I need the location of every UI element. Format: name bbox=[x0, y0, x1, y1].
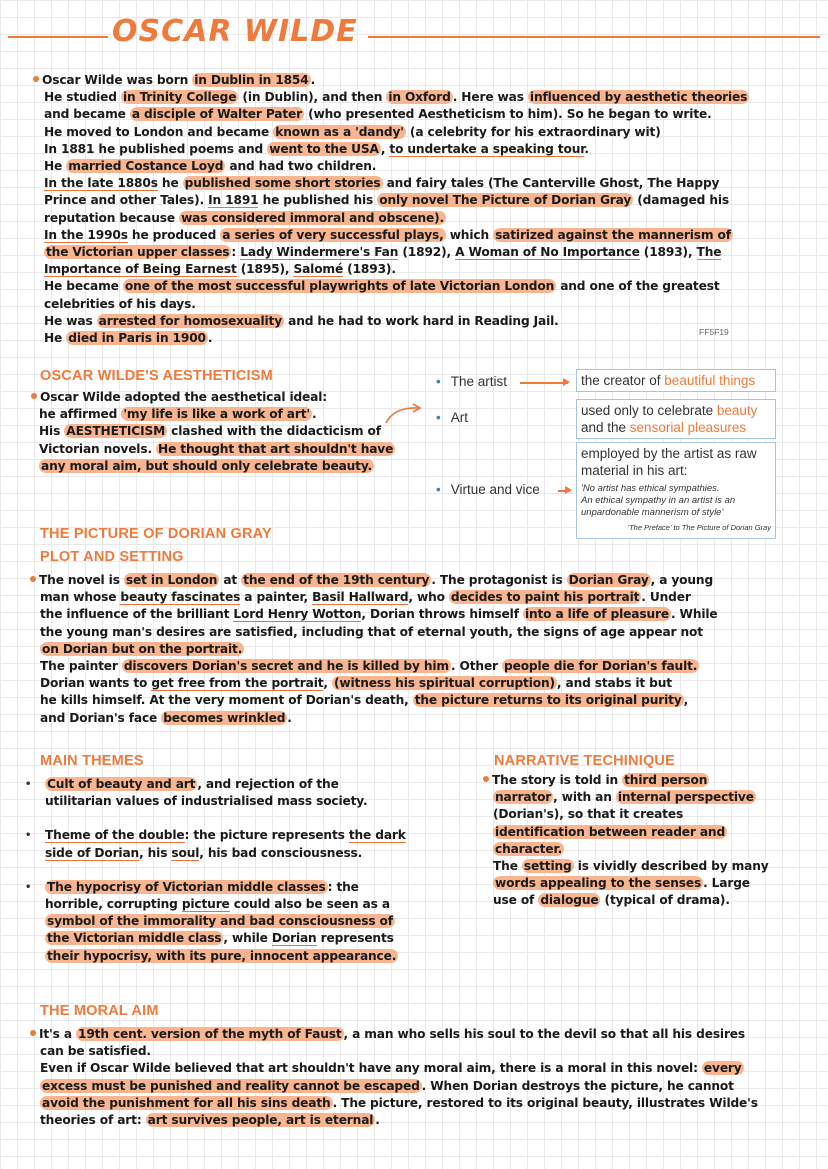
artist-box: the creator of beautiful things bbox=[576, 369, 776, 392]
bullet-dot-icon bbox=[33, 76, 39, 82]
narrative-line-1: The story is told in third person bbox=[483, 772, 808, 789]
bullet-icon: • bbox=[436, 482, 441, 497]
moral-line-6: theories of art: art survives people, art is eternal . bbox=[40, 1113, 380, 1128]
bullet-icon: • bbox=[436, 410, 441, 425]
theme-item-double: • Theme of the double: the picture represents the dark side of Dorian, his soul, his bad consciousness. bbox=[25, 828, 406, 860]
plot-line-8: he kills himself. At the very moment of Dorian's death, the picture returns to its original purity , bbox=[40, 693, 689, 708]
plot-heading: PLOT AND SETTING bbox=[40, 549, 184, 565]
bullet-icon: • bbox=[436, 374, 441, 389]
bio-line-2: He studied in Trinity College (in Dublin), and then in Oxford . Here was influenced by aesthetic theories bbox=[44, 90, 748, 105]
plot-section bbox=[30, 572, 820, 727]
preface-quote: 'No artist has ethical sympathies. An ethical sympathy in an artist is an unpardonable mannerism of style' bbox=[581, 483, 736, 518]
aesth-line-1: Oscar Wilde adopted the aesthetical ideal: bbox=[31, 389, 431, 406]
aestheticism-section bbox=[31, 389, 431, 475]
narrative-line-2: narrator , with an internal perspective bbox=[495, 790, 754, 805]
narrative-line-5: character. bbox=[495, 841, 563, 856]
narrative-line-3: (Dorian's), so that it creates bbox=[493, 807, 684, 822]
moral-line-2: can be satisfied. bbox=[40, 1044, 151, 1059]
moral-section bbox=[30, 1026, 820, 1129]
bio-line-6: He married Costance Loyd and had two children. bbox=[44, 159, 377, 174]
narrative-section bbox=[483, 772, 808, 910]
title-rule-right bbox=[368, 36, 820, 38]
bullet-dot-icon bbox=[30, 576, 36, 582]
moral-line-5: avoid the punishment for all his sins death . The picture, restored to its original beauty, illustrates Wilde's bbox=[42, 1095, 758, 1110]
moral-heading: THE MORAL AIM bbox=[40, 1003, 159, 1019]
aestheticism-heading: OSCAR WILDE'S AESTHETICISM bbox=[40, 368, 273, 384]
plot-line-3: the influence of the brilliant Lord Henry Wotton, Dorian throws himself into a life of pleasure . While bbox=[40, 607, 718, 622]
bio-line-14: celebrities of his days. bbox=[44, 296, 196, 311]
narrative-line-6: The setting is vividly described by many bbox=[493, 859, 769, 874]
diagram-vice-label: • Virtue and vice bbox=[436, 482, 540, 497]
bio-line-9: reputation because was considered immoral and obscene). bbox=[44, 210, 445, 225]
themes-heading: MAIN THEMES bbox=[40, 753, 144, 769]
narrative-line-8: use of dialogue (typical of drama). bbox=[493, 893, 730, 908]
bio-line-12: Importance of Being Earnest (1895), Salomé (1893). bbox=[44, 262, 396, 277]
plot-line-4: the young man's desires are satisfied, including that of eternal youth, the signs of age appear not bbox=[40, 624, 703, 639]
narrative-line-4: identification between reader and bbox=[495, 824, 726, 839]
bio-line-11: the Victorian upper classes : Lady Windermere's Fan (1892), A Woman of No Importance (1893), The bbox=[46, 245, 722, 260]
bio-line-15: He was arrested for homosexuality and he had to work hard in Reading Jail. bbox=[44, 313, 559, 328]
art-box: used only to celebrate beauty and the sensorial pleasures bbox=[576, 399, 776, 439]
diagram-artist-label: • The artist bbox=[436, 374, 508, 389]
diagram-art-label: • Art bbox=[436, 410, 468, 425]
theme-item-hypocrisy: • The hypocrisy of Victorian middle classes : the horrible, corrupting picture could also be seen as a symbol of the immorality and bad consciousness of the Victorian middle class , while Dorian represents their hypocrisy, with its pure, innocent appearance. bbox=[25, 879, 397, 963]
plot-line-6: The painter discovers Dorian's secret and he is killed by him . Other people die for Dorian's fault. bbox=[40, 659, 698, 674]
plot-line-5: on Dorian but on the portrait. bbox=[42, 641, 243, 656]
plot-line-9: and Dorian's face becomes wrinkled . bbox=[40, 710, 292, 725]
bio-line-1: Oscar Wilde was born in Dublin in 1854 . bbox=[33, 72, 803, 89]
bio-line-4: He moved to London and became known as a 'dandy' (a celebrity for his extraordinary wit) bbox=[44, 124, 661, 139]
curved-arrow-icon bbox=[384, 403, 424, 425]
aesth-line-4: Victorian novels. He thought that art shouldn't have bbox=[39, 441, 394, 456]
bio-line-3: and became a disciple of Walter Pater (who presented Aestheticism to him). So he began to write. bbox=[44, 107, 712, 122]
aesth-line-2: he affirmed 'my life is like a work of art' . bbox=[39, 407, 317, 422]
moral-line-4: excess must be punished and reality cannot be escaped . When Dorian destroys the picture, he cannot bbox=[42, 1078, 734, 1093]
moral-line-1: It's a 19th cent. version of the myth of Faust , a man who sells his soul to the devil so that all his desires bbox=[30, 1026, 820, 1043]
aesth-line-3: His AESTHETICISM clashed with the didacticism of bbox=[39, 424, 381, 439]
color-code-note: FF5F19 bbox=[699, 327, 729, 337]
themes-section bbox=[25, 776, 455, 965]
quote-source: 'The Preface' to The Picture of Dorian Gray bbox=[627, 523, 771, 532]
bio-line-7: In the late 1880s he published some short stories and fairy tales (The Canterville Ghost, The Happy bbox=[44, 176, 720, 191]
narrative-heading: NARRATIVE TECHINIQUE bbox=[494, 753, 675, 769]
vice-box: employed by the artist as raw material in his art: 'No artist has ethical sympathies. An ethical sympathy in an artist is an unpardonable mannerism of style' 'The Preface' to The Picture of Dorian Gray bbox=[576, 442, 776, 539]
theme-item-beauty: • Cult of beauty and art , and rejection of the utilitarian values of industrialised mass society. bbox=[25, 777, 368, 809]
bullet-dot-icon bbox=[483, 776, 489, 782]
bio-line-16: He died in Paris in 1900 . bbox=[44, 331, 213, 346]
bio-line-13: He became one of the most successful playwrights of late Victorian London and one of the greatest bbox=[44, 279, 720, 294]
bullet-dot-icon bbox=[31, 393, 37, 399]
bullet-dot-icon bbox=[30, 1030, 36, 1036]
bio-line-5: In 1881 he published poems and went to the USA , to undertake a speaking tour. bbox=[44, 141, 589, 156]
plot-line-7: Dorian wants to get free from the portrait, (witness his spiritual corruption) , and stabs it but bbox=[40, 676, 672, 691]
narrative-line-7: words appealing to the senses . Large bbox=[495, 876, 750, 891]
bio-line-8: Prince and other Tales). In 1891 he published his only novel The Picture of Dorian Gray (damaged his bbox=[44, 193, 729, 208]
aesth-line-5: any moral aim, but should only celebrate beauty. bbox=[41, 458, 372, 473]
title-rule-left bbox=[8, 36, 108, 38]
moral-line-3: Even if Oscar Wilde believed that art shouldn't have any moral aim, there is a moral in this novel: every bbox=[40, 1061, 742, 1076]
page-title: OSCAR WILDE bbox=[112, 14, 358, 49]
arrow-right-icon bbox=[520, 382, 568, 384]
bio-line-10: In the 1990s he produced a series of very successful plays, which satirized against the mannerism of bbox=[44, 227, 731, 242]
plot-line-1: The novel is set in London at the end of the 19th century . The protagonist is Dorian Gray , a young bbox=[30, 572, 820, 589]
arrow-right-icon bbox=[558, 490, 570, 492]
novel-heading: THE PICTURE OF DORIAN GRAY bbox=[40, 526, 272, 542]
plot-line-2: man whose beauty fascinates a painter, Basil Hallward, who decides to paint his portrait . Under bbox=[40, 590, 691, 605]
biography-section bbox=[33, 72, 803, 347]
